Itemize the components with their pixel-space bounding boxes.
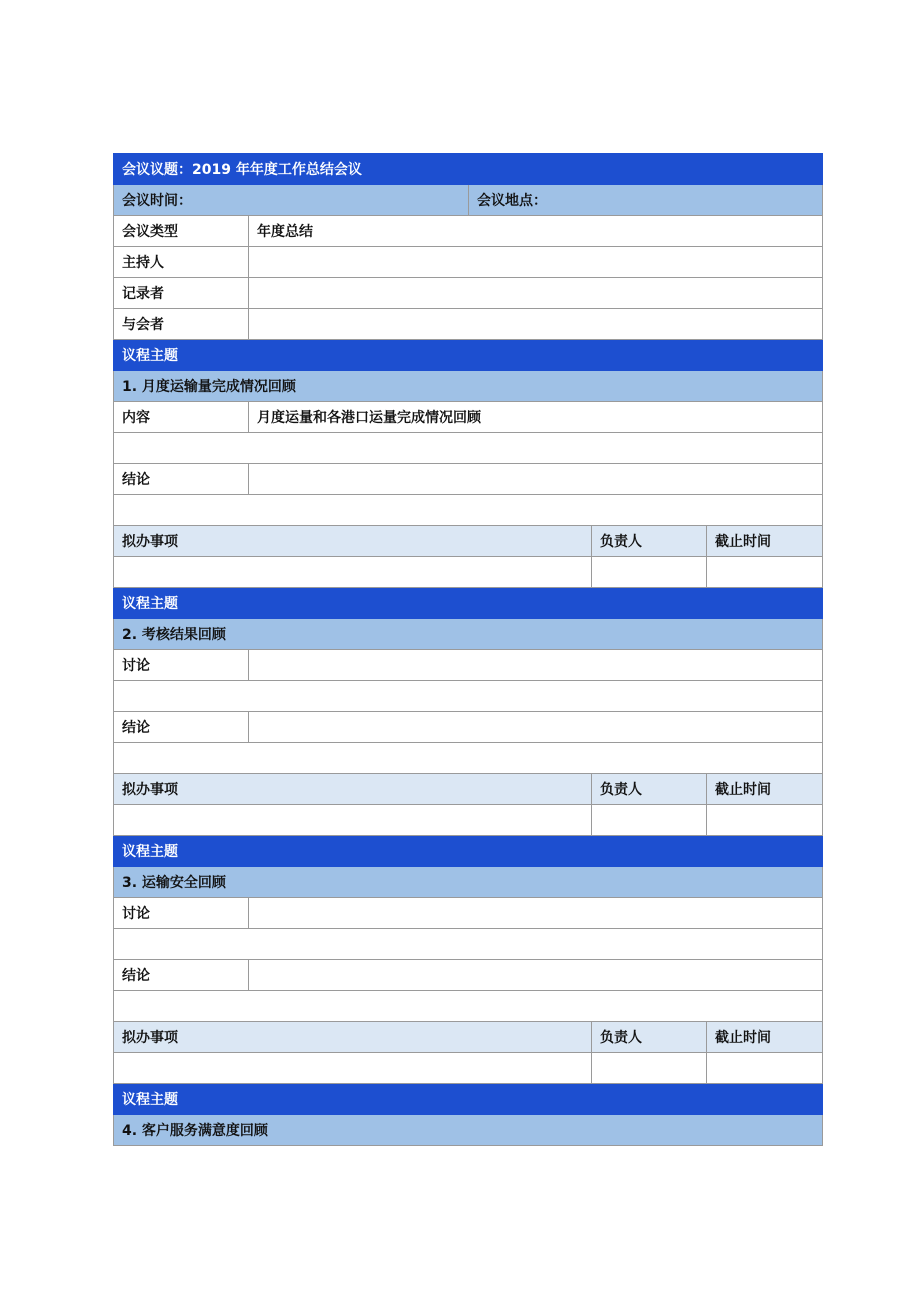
agenda-discussion-label: 讨论: [114, 650, 249, 681]
action-deadline-cell[interactable]: [707, 805, 823, 836]
agenda-heading: 议程主题: [114, 340, 823, 371]
agenda-conclusion-label: 结论: [114, 464, 249, 495]
agenda-content-value[interactable]: 月度运量和各港口运量完成情况回顾: [249, 402, 823, 433]
action-deadline-header: 截止时间: [707, 1022, 823, 1053]
action-item-cell[interactable]: [114, 805, 592, 836]
agenda-discussion-value[interactable]: [249, 650, 823, 681]
agenda-title: 3. 运输安全回顾: [114, 867, 823, 898]
agenda-conclusion-extra-row[interactable]: [114, 743, 823, 774]
agenda-conclusion-value[interactable]: [249, 464, 823, 495]
meeting-minutes-table: [113, 153, 823, 1146]
action-owner-header: 负责人: [592, 526, 707, 557]
action-item-cell[interactable]: [114, 1053, 592, 1084]
agenda-discussion-value[interactable]: [249, 898, 823, 929]
attendees-value[interactable]: [249, 309, 823, 340]
recorder-value[interactable]: [249, 278, 823, 309]
agenda-conclusion-value[interactable]: [249, 712, 823, 743]
meeting-time-label: 会议时间：: [114, 185, 469, 216]
host-label: 主持人: [114, 247, 249, 278]
recorder-label: 记录者: [114, 278, 249, 309]
action-item-header: 拟办事项: [114, 774, 592, 805]
meeting-type-value[interactable]: 年度总结: [249, 216, 823, 247]
agenda-discussion-label: 讨论: [114, 898, 249, 929]
agenda-discussion-extra-row[interactable]: [114, 681, 823, 712]
attendees-label: 与会者: [114, 309, 249, 340]
action-item-header: 拟办事项: [114, 1022, 592, 1053]
host-value[interactable]: [249, 247, 823, 278]
action-owner-cell[interactable]: [592, 557, 707, 588]
meeting-type-label: 会议类型: [114, 216, 249, 247]
action-item-header: 拟办事项: [114, 526, 592, 557]
agenda-heading: 议程主题: [114, 588, 823, 619]
agenda-conclusion-label: 结论: [114, 960, 249, 991]
agenda-conclusion-extra-row[interactable]: [114, 495, 823, 526]
action-deadline-header: 截止时间: [707, 526, 823, 557]
agenda-content-label: 内容: [114, 402, 249, 433]
action-deadline-header: 截止时间: [707, 774, 823, 805]
action-item-cell[interactable]: [114, 557, 592, 588]
agenda-title: 1. 月度运输量完成情况回顾: [114, 371, 823, 402]
action-deadline-cell[interactable]: [707, 557, 823, 588]
agenda-heading: 议程主题: [114, 1084, 823, 1115]
agenda-heading: 议程主题: [114, 836, 823, 867]
meeting-place-label: 会议地点：: [469, 185, 823, 216]
agenda-discussion-extra-row[interactable]: [114, 929, 823, 960]
agenda-title: 4. 客户服务满意度回顾: [114, 1115, 823, 1146]
action-deadline-cell[interactable]: [707, 1053, 823, 1084]
action-owner-header: 负责人: [592, 774, 707, 805]
agenda-conclusion-extra-row[interactable]: [114, 991, 823, 1022]
action-owner-cell[interactable]: [592, 805, 707, 836]
action-owner-header: 负责人: [592, 1022, 707, 1053]
agenda-content-extra-row[interactable]: [114, 433, 823, 464]
meeting-topic: 会议议题：2019 年年度工作总结会议: [114, 154, 823, 185]
agenda-conclusion-label: 结论: [114, 712, 249, 743]
action-owner-cell[interactable]: [592, 1053, 707, 1084]
agenda-conclusion-value[interactable]: [249, 960, 823, 991]
agenda-title: 2. 考核结果回顾: [114, 619, 823, 650]
